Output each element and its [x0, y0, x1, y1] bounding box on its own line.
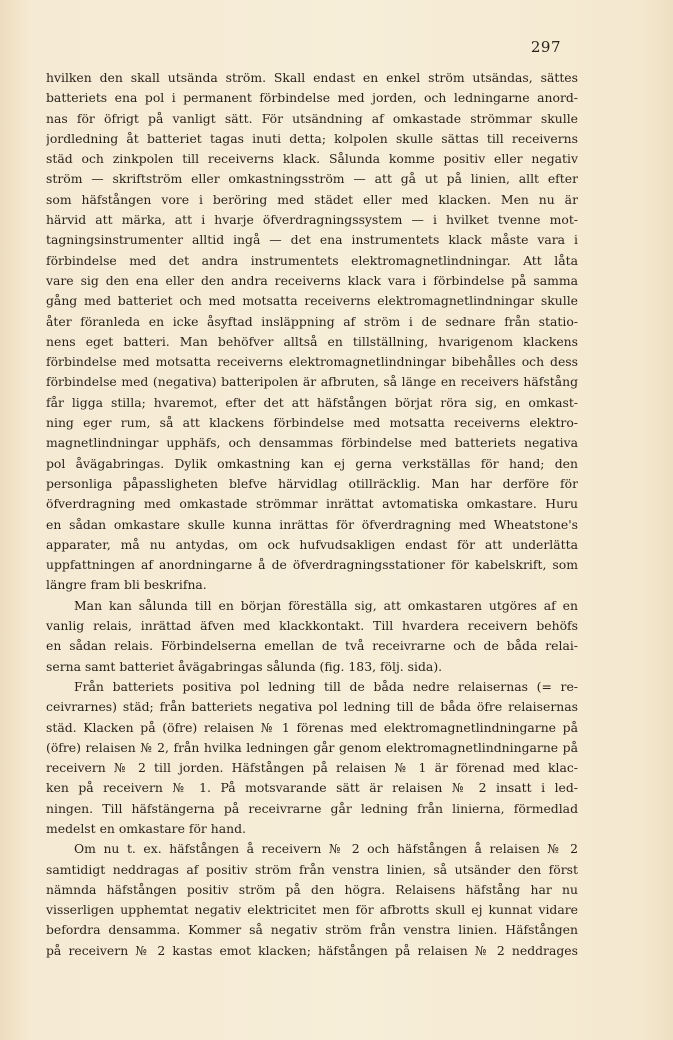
text-line: serna samt batteriet åvägabringas sålunda (fig. 183, följ. sida).: [46, 658, 443, 674]
paragraph: [46, 839, 578, 961]
text-line: förbindelse med motsatta receiverns elektromagnetlindningar bibehålles och dess: [46, 354, 578, 370]
body-text: [46, 68, 578, 961]
page-number: 297: [530, 38, 561, 56]
text-line: hvilken den skall utsända ström. Skall endast en enkel ström utsändas, sättes: [46, 70, 578, 85]
text-line: vare sig den ena eller den andra receiverns klack vara i förbindelse på samma: [46, 272, 578, 288]
text-line: nas för öfrigt på vanligt sätt. För utsändning af omkastade strömmar skulle: [46, 110, 578, 126]
text-line: batteriets ena pol i permanent förbindelse med jorden, och ledningarne anord-: [46, 90, 578, 106]
text-line: pol åvägabringas. Dylik omkastning kan ej gerna verkställas för hand; den: [46, 455, 578, 471]
text-line: visserligen upphemtat negativ elektricitet men för afbrotts skull ej kunnat vidare: [46, 902, 578, 918]
text-line: städ. Klacken på (öfre) relaisen № 1 förenas med elektromagnetlindningarne på: [46, 719, 578, 735]
text-line: får ligga stilla; hvaremot, efter det att häfstången börjat röra sig, en omkast-: [46, 394, 578, 410]
text-line: Om nu t. ex. häfstången å receivern № 2 och häfstången å relaisen № 2: [74, 841, 578, 857]
text-line: ken på receivern № 1. På motsvarande sätt är relaisen № 2 insatt i led-: [46, 780, 578, 796]
text-line: ström — skriftström eller omkastningsström — att gå ut på linien, allt efter: [46, 171, 578, 187]
text-line: vanlig relais, inrättad äfven med klackkontakt. Till hvardera receivern behöfs: [46, 618, 578, 634]
text-line: ceivrarnes) städ; från batteriets negativa pol ledning till de båda öfre relaisernas: [46, 699, 578, 715]
text-line: förbindelse med det andra instrumentets elektromagnetlindningar. Att låta: [46, 252, 578, 268]
text-line: städ och zinkpolen till receiverns klack. Sålunda komme positiv eller negativ: [46, 151, 578, 167]
paragraph: [46, 68, 578, 596]
text-line: samtidigt neddragas af positiv ström från venstra linien, så utsänder den först: [46, 861, 578, 877]
text-line: öfverdragning med omkastade strömmar inrättat avtomatiska omkastare. Huru: [46, 496, 578, 512]
text-line: (öfre) relaisen № 2, från hvilka ledningen går genom elektromagnetlindningarne på: [46, 739, 578, 755]
text-line: befordra densamma. Kommer så negativ ström från venstra linien. Häfstången: [46, 922, 578, 938]
paragraph: [46, 677, 578, 839]
text-line: magnetlindningar upphäfs, och densammas förbindelse med batteriets negativa: [46, 435, 578, 451]
paragraph: [46, 596, 578, 677]
text-line: längre fram bli beskrifna.: [46, 577, 207, 593]
text-line: förbindelse med (negativa) batteripolen är afbruten, så länge en receivers häfstång: [46, 374, 578, 390]
text-line: Man kan sålunda till en början föreställa sig, att omkastaren utgöres af en: [74, 597, 578, 613]
text-line: tagningsinstrumenter alltid ingå — det ena instrumentets klack måste vara i: [46, 232, 578, 248]
text-line: apparater, må nu antydas, om ock hufvudsakligen endast för att underlätta: [46, 536, 578, 552]
text-line: gång med batteriet och med motsatta receiverns elektromagnetlindningar skulle: [46, 293, 578, 309]
text-line: som häfstången vore i beröring med städet eller med klacken. Men nu är: [46, 191, 578, 207]
text-line: på receivern № 2 kastas emot klacken; häfstången på relaisen № 2 neddrages: [46, 942, 578, 958]
text-line: en sådan relais. Förbindelserna emellan de två receivrarne och de båda relai-: [46, 638, 578, 654]
text-line: härvid att märka, att i hvarje öfverdragningssystem — i hvilket tvenne mot-: [46, 212, 578, 228]
text-line: en sådan omkastare skulle kunna inrättas för öfverdragning med Wheatstone's: [46, 516, 578, 532]
text-line: jordledning åt batteriet tagas inuti detta; kolpolen skulle sättas till receiverns: [46, 130, 578, 146]
text-line: personliga påpassligheten blefve härvidlag otillräcklig. Man har derföre för: [46, 475, 578, 491]
text-line: åter föranleda en icke åsyftad insläppning af ström i de sednare från statio-: [46, 313, 578, 329]
text-line: receivern № 2 till jorden. Häfstången på relaisen № 1 är förenad med klac-: [46, 760, 578, 776]
text-line: ningen. Till häfstängerna på receivrarne går ledning från linierna, förmedlad: [46, 800, 578, 816]
text-line: nämnda häfstången positiv ström på den högra. Relaisens häfstång har nu: [46, 881, 578, 897]
text-line: uppfattningen af anordningarne å de öfverdragningsstationer för kabelskrift, som: [46, 557, 578, 573]
text-line: ning eger rum, så att klackens förbindelse med motsatta receiverns elektro-: [46, 415, 578, 431]
text-line: nens eget batteri. Man behöfver alltså en tillställning, hvarigenom klackens: [46, 333, 578, 349]
text-line: Från batteriets positiva pol ledning till de båda nedre relaisernas (= re-: [74, 678, 578, 694]
text-line: medelst en omkastare för hand.: [46, 820, 246, 836]
